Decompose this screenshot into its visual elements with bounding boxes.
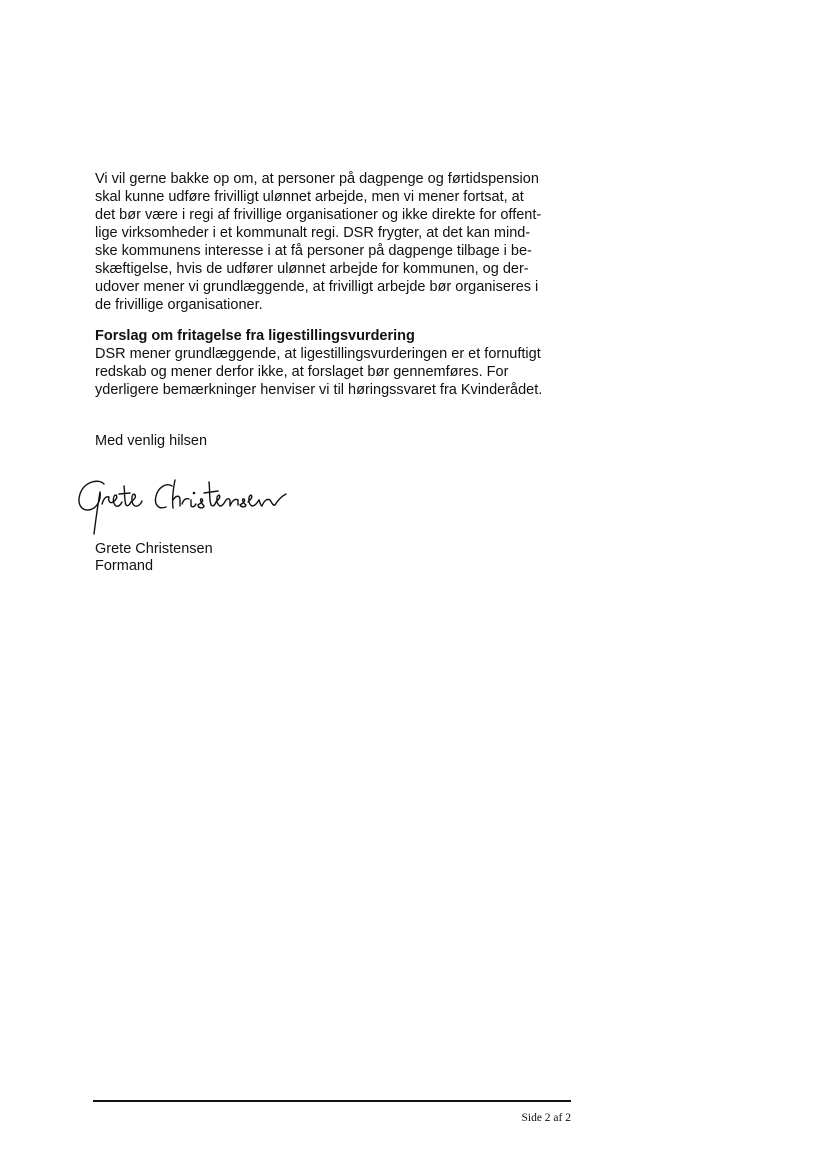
- text-line: skæftigelse, hvis de udfører ulønnet arbejde for kommunen, og der-: [95, 261, 529, 277]
- page-number: Side 2 af 2: [521, 1112, 571, 1124]
- text-line: Vi vil gerne bakke op om, at personer på dagpenge og førtidspension: [95, 171, 539, 187]
- text-line: ske kommunens interesse i at få personer på dagpenge tilbage i be-: [95, 243, 532, 259]
- footer-divider: [93, 1100, 571, 1102]
- text-line: redskab og mener derfor ikke, at forslaget bør gennemføres. For: [95, 364, 509, 380]
- section-paragraph: [95, 345, 585, 399]
- text-line: lige virksomheder i et kommunalt regi. DSR frygter, at det kan mind-: [95, 225, 531, 241]
- text-line: udover mener vi grundlæggende, at frivilligt arbejde bør organiseres i: [95, 279, 539, 295]
- text-line: skal kunne udføre frivilligt ulønnet arbejde, men vi mener fortsat, at: [95, 189, 524, 205]
- body-paragraph: [95, 170, 585, 314]
- text-line: de frivillige organisationer.: [95, 297, 263, 313]
- text-line: yderligere bemærkninger henviser vi til høringssvaret fra Kvinderådet.: [95, 382, 543, 398]
- closing-salutation: Med venlig hilsen: [95, 433, 208, 449]
- signer-name: Grete Christensen: [95, 541, 213, 557]
- text-line: det bør være i regi af frivillige organisationer og ikke direkte for offent-: [95, 207, 542, 223]
- section-heading: Forslag om fritagelse fra ligestillingsvurdering: [95, 328, 415, 344]
- text-line: DSR mener grundlæggende, at ligestillingsvurderingen er et fornuftigt: [95, 346, 541, 362]
- signer-title: Formand: [95, 558, 154, 574]
- handwritten-signature: [72, 474, 302, 536]
